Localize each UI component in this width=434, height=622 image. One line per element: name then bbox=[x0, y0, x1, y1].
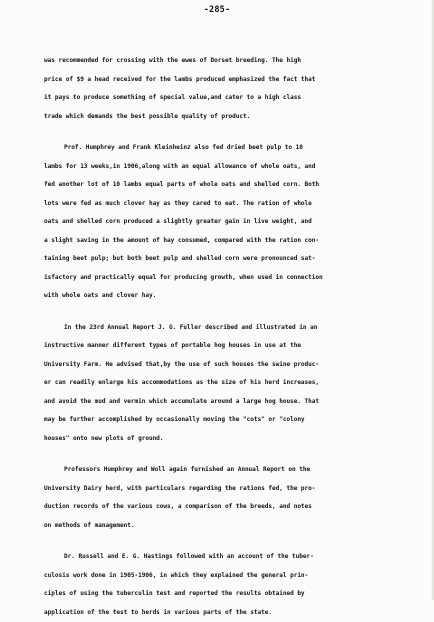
text-line: on methods of management. bbox=[44, 517, 396, 536]
text-line: may be further accomplished by occasionally moving the "cots" or "colony bbox=[44, 411, 396, 430]
paragraph bbox=[44, 461, 396, 535]
text-line: was recommended for crossing with the ewes of Dorset breeding. The high bbox=[44, 52, 396, 71]
paragraph bbox=[44, 52, 396, 126]
text-line: houses" onto new plots of ground. bbox=[44, 430, 396, 449]
text-line: Prof. Humphrey and Frank Kleinheinz also fed dried beet pulp to 10 bbox=[44, 139, 396, 158]
text-line: duction records of the various cows, a comparison of the breeds, and notes bbox=[44, 498, 396, 517]
text-line: University Dairy herd, with particulars regarding the rations fed, the pro- bbox=[44, 480, 396, 499]
paragraph bbox=[44, 548, 396, 622]
text-line: and avoid the mud and vermin which accumulate around a large hog house. That bbox=[44, 393, 396, 412]
text-line: a slight saving in the amount of hay consumed, compared with the ration con- bbox=[44, 232, 396, 251]
paragraph bbox=[44, 139, 396, 306]
text-line: taining beet pulp; but both beet pulp and shelled corn were pronounced sat- bbox=[44, 250, 396, 269]
text-line: lots were fed as much clover hay as they cared to eat. The ration of whole bbox=[44, 195, 396, 214]
text-line: In the 23rd Annual Report J. G. Fuller described and illustrated in an bbox=[44, 319, 396, 338]
text-line: isfactory and practically equal for producing growth, when used in connection bbox=[44, 269, 396, 288]
text-line: Professors Humphrey and Woll again furnished an Annual Report on the bbox=[44, 461, 396, 480]
text-line: culosis work done in 1905-1906, in which they explained the general prin- bbox=[44, 567, 396, 586]
body-text bbox=[44, 52, 396, 622]
text-line: lambs for 13 weeks,in 1906,along with an equal allowance of whole oats, and bbox=[44, 158, 396, 177]
text-line: er can readily enlarge his accommodations as the size of his herd increases, bbox=[44, 374, 396, 393]
text-line: instructive manner different types of portable hog houses in use at the bbox=[44, 337, 396, 356]
text-line: Dr. Russell and E. G. Hastings followed with an account of the tuber- bbox=[44, 548, 396, 567]
text-line: fed another lot of 10 lambs equal parts of whole oats and shelled corn. Both bbox=[44, 176, 396, 195]
text-line: with whole oats and clover hay. bbox=[44, 287, 396, 306]
page-number: -285- bbox=[0, 5, 434, 15]
text-line: it pays to produce something of special value,and cater to a high class bbox=[44, 89, 396, 108]
text-line: price of $9 a head received for the lambs produced emphasized the fact that bbox=[44, 71, 396, 90]
text-line: trade which demands the best possible quality of product. bbox=[44, 108, 396, 127]
text-line: application of the test to herds in various parts of the state. bbox=[44, 604, 396, 622]
paragraph bbox=[44, 319, 396, 449]
text-line: University Farm. He advised that,by the use of such houses the swine produc- bbox=[44, 356, 396, 375]
text-line: oats and shelled corn produced a slightly greater gain in live weight, and bbox=[44, 213, 396, 232]
text-line: ciples of using the tuberculin test and reported the results obtained by bbox=[44, 585, 396, 604]
